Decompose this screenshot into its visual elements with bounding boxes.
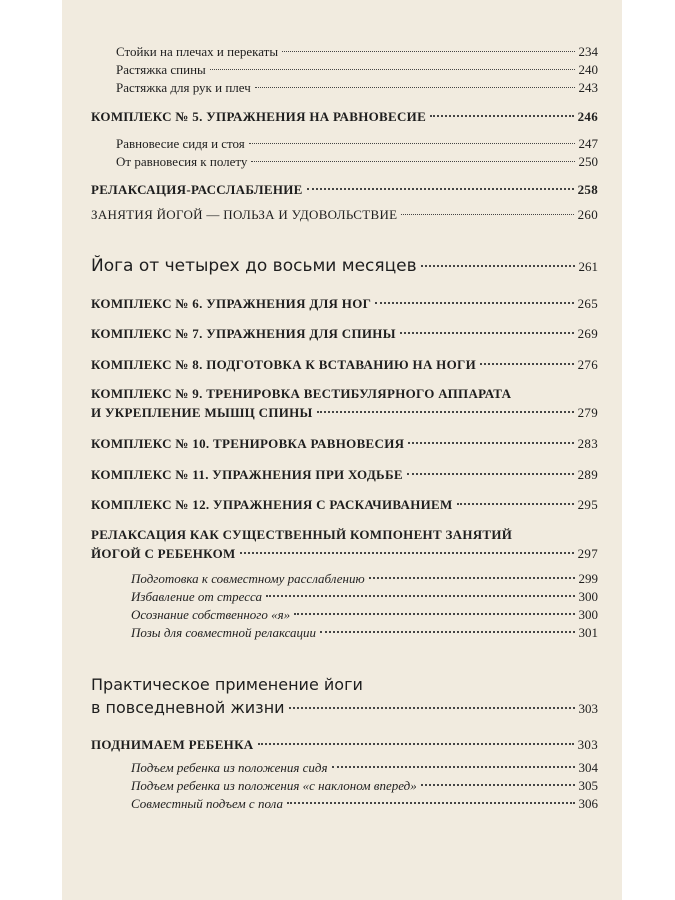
dot-leader [400,332,574,334]
toc-page-number: 297 [577,546,598,561]
dot-leader [294,613,574,615]
toc-page-number: 279 [577,405,598,420]
toc-entry[interactable] [131,571,598,587]
dot-leader [457,503,574,505]
toc-entry[interactable] [116,62,598,78]
dot-leader [287,802,575,804]
toc-entry-title: ЗАНЯТИЯ ЙОГОЙ — ПОЛЬЗА И УДОВОЛЬСТВИЕ [91,207,398,222]
toc-page-number: 304 [578,760,598,775]
dot-leader [307,188,574,190]
toc-page-number: 301 [578,625,598,640]
toc-entry[interactable] [116,136,598,152]
dot-leader [421,265,575,267]
toc-entry-title: Совместный подъем с пола [131,796,283,811]
toc-entry-title: Позы для совместной релаксации [131,625,317,640]
toc-entry-title: Растяжка спины [116,62,206,77]
toc-section[interactable] [91,256,598,276]
toc-entry-chapter[interactable] [91,467,598,483]
toc-page-number: 243 [578,80,598,95]
toc-entry-title: Подъем ребенка из положения сидя [131,760,328,775]
dot-leader [249,143,575,144]
toc-entry-title: Подъем ребенка из положения «с наклоном вперед» [131,778,417,793]
dot-leader [369,577,575,579]
toc-page-number: 300 [578,589,598,604]
toc-entry-chapter[interactable] [91,737,598,753]
dot-leader [407,473,574,475]
toc-page-number: 303 [578,701,598,716]
toc-entry-title: Подготовка к совместному расслаблению [131,571,365,586]
page-margin-right [622,0,675,900]
toc-entry[interactable] [131,625,598,641]
toc-entry-chapter[interactable] [91,436,598,452]
toc-entry-chapter[interactable] [91,326,598,342]
toc-entry-title: КОМПЛЕКС № 12. УПРАЖНЕНИЯ С РАСКАЧИВАНИЕМ [91,497,453,512]
toc-section-title: в повседневной жизни [91,698,285,717]
dot-leader [289,707,575,709]
dot-leader [430,115,574,117]
toc-page-number: 265 [577,296,598,311]
toc-section[interactable] [91,698,598,717]
dot-leader [320,631,574,633]
dot-leader [266,595,575,597]
toc-entry-chapter[interactable] [91,207,598,223]
toc-page-number: 300 [578,607,598,622]
toc-entry[interactable] [131,778,598,794]
dot-leader [258,743,574,745]
toc-page-number: 247 [578,136,598,151]
dot-leader [255,87,575,88]
toc-page-number: 246 [577,109,598,124]
toc-entry-chapter[interactable] [91,109,598,125]
toc-entry-title: КОМПЛЕКС № 11. УПРАЖНЕНИЯ ПРИ ХОДЬБЕ [91,467,403,482]
toc-entry-chapter[interactable] [91,497,598,513]
dot-leader [421,784,575,786]
toc-entry-chapter[interactable] [91,357,598,373]
dot-leader [210,69,575,70]
toc-page-number: 234 [578,44,598,59]
toc-page-number: 276 [577,357,598,372]
toc-entry-title: КОМПЛЕКС № 7. УПРАЖНЕНИЯ ДЛЯ СПИНЫ [91,326,396,341]
toc-page-number: 299 [578,571,598,586]
toc-section-title: Йога от четырех до восьми месяцев [91,256,417,276]
toc-entry-title: КОМПЛЕКС № 10. ТРЕНИРОВКА РАВНОВЕСИЯ [91,436,405,451]
page-margin-left [0,0,62,900]
dot-leader [401,214,573,215]
toc-entry[interactable] [131,796,598,812]
toc-page-number: 303 [577,737,598,752]
toc-entry-title: И УКРЕПЛЕНИЕ МЫШЦ СПИНЫ [91,405,313,420]
toc-entry-title: РЕЛАКСАЦИЯ-РАССЛАБЛЕНИЕ [91,182,303,197]
toc-entry[interactable] [116,154,598,170]
dot-leader [240,552,574,554]
toc-page-number: 261 [578,259,598,274]
toc-entry-title-line1: РЕЛАКСАЦИЯ КАК СУЩЕСТВЕННЫЙ КОМПОНЕНТ ЗАНЯТИЙ [91,527,513,542]
toc-page-number: 258 [577,182,598,197]
dot-leader [408,442,573,444]
toc-entry[interactable] [131,607,598,623]
dot-leader [480,363,574,365]
toc-page-number: 289 [577,467,598,482]
toc-entry[interactable] [116,44,598,60]
toc-page-number: 260 [577,207,598,222]
dot-leader [317,411,574,413]
toc-page-number: 306 [578,796,598,811]
toc-page-number: 295 [577,497,598,512]
dot-leader [251,161,574,162]
toc-entry-title: Равновесие сидя и стоя [116,136,245,151]
toc-entry-title: Стойки на плечах и перекаты [116,44,279,59]
toc-entry-title: Избавление от стресса [131,589,262,604]
toc-entry-chapter[interactable] [91,546,598,562]
toc-page-number: 269 [577,326,598,341]
toc-entry-title: ПОДНИМАЕМ РЕБЕНКА [91,737,254,752]
toc-section-title-line1: Практическое применение йоги [91,675,363,694]
toc-entry-title: От равновесия к полету [116,154,248,169]
toc-page-number: 250 [578,154,598,169]
dot-leader [375,302,573,304]
toc-entry-title: ЙОГОЙ С РЕБЕНКОМ [91,546,236,561]
toc-entry-title-line1: КОМПЛЕКС № 9. ТРЕНИРОВКА ВЕСТИБУЛЯРНОГО АППАРАТА [91,386,512,401]
toc-page-number: 283 [577,436,598,451]
toc-entry-title: Растяжка для рук и плеч [116,80,251,95]
toc-entry-title: КОМПЛЕКС № 8. ПОДГОТОВКА К ВСТАВАНИЮ НА НОГИ [91,357,476,372]
toc-entry-title: Осознание собственного «я» [131,607,291,622]
dot-leader [282,51,574,52]
toc-entry[interactable] [131,760,598,776]
toc-entry-chapter[interactable] [91,296,598,312]
toc-entry-title: КОМПЛЕКС № 6. УПРАЖНЕНИЯ ДЛЯ НОГ [91,296,372,311]
toc-entry-title: КОМПЛЕКС № 5. УПРАЖНЕНИЯ НА РАВНОВЕСИЕ [91,109,427,124]
toc-entry-chapter[interactable] [91,182,598,198]
dot-leader [332,766,575,768]
toc-page-number: 305 [578,778,598,793]
toc-entry[interactable] [116,80,598,96]
toc-page-number: 240 [578,62,598,77]
toc-entry-chapter[interactable] [91,405,598,421]
toc-entry[interactable] [131,589,598,605]
